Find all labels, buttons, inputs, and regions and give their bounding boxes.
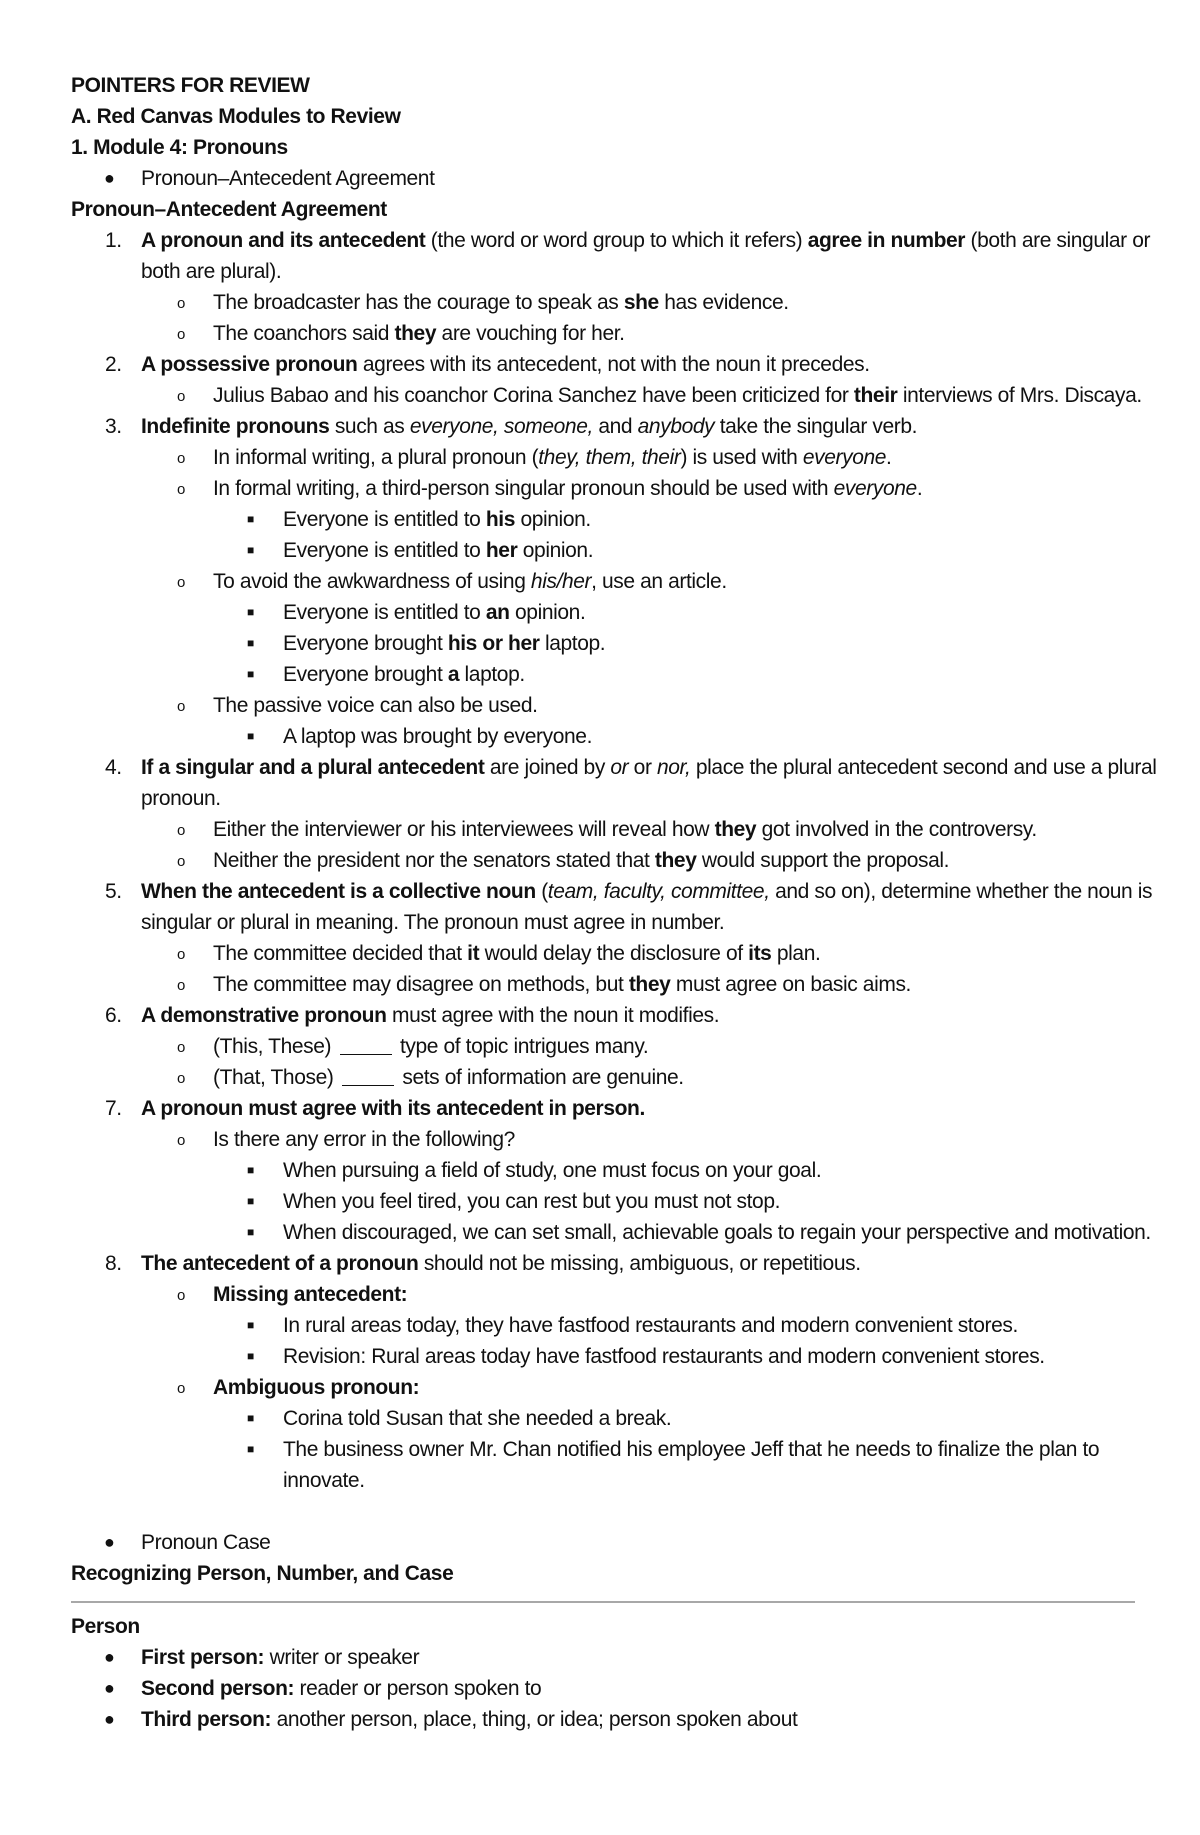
circle-bullet-icon: o bbox=[177, 388, 185, 405]
person-item bbox=[71, 1642, 1141, 1673]
example-text: got involved in the controversy. bbox=[756, 818, 1037, 841]
rule-italic: team, faculty, committee, bbox=[547, 880, 770, 903]
example-bold: his or her bbox=[447, 632, 540, 655]
example-text: Everyone is entitled to bbox=[283, 601, 486, 624]
rule-item bbox=[71, 752, 1157, 783]
rule-continuation: both are plural). bbox=[141, 260, 282, 283]
sub-text: . bbox=[886, 446, 892, 469]
example-text: When you feel tired, you can rest but you must not stop. bbox=[283, 1190, 781, 1213]
rule-item bbox=[71, 1000, 1141, 1031]
bullet-icon: ● bbox=[104, 1709, 115, 1729]
square-bullet-icon: ■ bbox=[247, 1318, 254, 1332]
example-item bbox=[71, 287, 1141, 318]
module-heading: 1. Module 4: Pronouns bbox=[71, 136, 288, 159]
person-item bbox=[71, 1673, 1141, 1704]
example-text: (This, These) bbox=[213, 1035, 337, 1058]
example-text: has evidence. bbox=[658, 291, 789, 314]
rule-text: (the word or word group to which it refers) bbox=[425, 229, 808, 252]
rule-bold: agree in number bbox=[807, 229, 966, 252]
example-text: Either the interviewer or his interviewees will reveal how bbox=[213, 818, 715, 841]
rule-text: and so on), determine whether the noun is bbox=[769, 880, 1153, 903]
rule-number: 4. bbox=[105, 756, 122, 779]
example-text: Everyone is entitled to bbox=[283, 508, 486, 531]
example-item bbox=[71, 1341, 1141, 1372]
example-item bbox=[71, 969, 1141, 1000]
example-bold: they bbox=[628, 973, 671, 996]
rule-number: 7. bbox=[105, 1097, 122, 1120]
circle-bullet-icon: o bbox=[177, 698, 185, 715]
rule-number: 3. bbox=[105, 415, 122, 438]
square-bullet-icon: ■ bbox=[247, 636, 254, 650]
sub-heading-text: Ambiguous pronoun: bbox=[213, 1376, 420, 1399]
rule-lead: If a singular and a plural antecedent bbox=[141, 756, 485, 779]
sub-point bbox=[71, 1279, 1141, 1310]
example-text: Everyone brought bbox=[283, 632, 448, 655]
example-text: would delay the disclosure of bbox=[479, 942, 749, 965]
rule-lead: A pronoun and its antecedent bbox=[141, 229, 426, 252]
square-bullet-icon: ■ bbox=[247, 1194, 254, 1208]
sub-italic: everyone bbox=[802, 446, 887, 469]
rule-text: must agree with the noun it modifies. bbox=[386, 1004, 720, 1027]
bullet-icon: ● bbox=[104, 168, 115, 188]
topic-bullet bbox=[71, 163, 1141, 194]
rule-lead: Indefinite pronouns bbox=[141, 415, 330, 438]
rule-text: are joined by bbox=[484, 756, 611, 779]
example-bold: they bbox=[394, 322, 437, 345]
sub-heading-text: Missing antecedent: bbox=[213, 1283, 408, 1306]
square-bullet-icon: ■ bbox=[247, 1442, 254, 1456]
example-text: interviews of Mrs. Discaya. bbox=[897, 384, 1142, 407]
rule-italic: or bbox=[610, 756, 629, 779]
square-bullet-icon: ■ bbox=[247, 1163, 254, 1177]
rule-text: such as bbox=[329, 415, 410, 438]
example-item bbox=[71, 1310, 1141, 1341]
example-text: Julius Babao and his coanchor Corina Sanchez have been criticized for bbox=[213, 384, 854, 407]
example-item bbox=[71, 1217, 1151, 1248]
circle-bullet-icon: o bbox=[177, 1380, 185, 1397]
rule-item bbox=[71, 1093, 1141, 1124]
example-item bbox=[71, 628, 1141, 659]
circle-bullet-icon: o bbox=[177, 853, 185, 870]
example-bold: it bbox=[467, 942, 480, 965]
example-item bbox=[71, 597, 1141, 628]
person-label: First person: bbox=[141, 1646, 265, 1669]
example-text: sets of information are genuine. bbox=[396, 1066, 684, 1089]
document-page bbox=[71, 70, 1157, 1735]
example-text: Revision: Rural areas today have fastfood restaurants and modern convenient stores. bbox=[283, 1345, 1045, 1368]
sub-italic: everyone bbox=[833, 477, 917, 500]
subheading: Pronoun–Antecedent Agreement bbox=[71, 198, 387, 221]
subheading: Recognizing Person, Number, and Case bbox=[71, 1562, 454, 1585]
example-text: In rural areas today, they have fastfood restaurants and modern convenient stores. bbox=[283, 1314, 1018, 1337]
example-text: would support the proposal. bbox=[696, 849, 950, 872]
rule-item bbox=[71, 1248, 1141, 1279]
example-text: are vouching for her. bbox=[436, 322, 625, 345]
example-continuation: innovate. bbox=[283, 1469, 365, 1492]
example-text: (That, Those) bbox=[213, 1066, 339, 1089]
circle-bullet-icon: o bbox=[177, 1287, 185, 1304]
example-item bbox=[71, 1434, 1141, 1465]
rule-number: 6. bbox=[105, 1004, 122, 1027]
rule-item bbox=[71, 225, 1151, 256]
topic-label: Pronoun–Antecedent Agreement bbox=[141, 167, 435, 190]
example-text: type of topic intrigues many. bbox=[394, 1035, 649, 1058]
rule-text: place the plural antecedent second and use a plural bbox=[690, 756, 1157, 779]
fill-in-blank bbox=[342, 1067, 394, 1086]
example-text: opinion. bbox=[515, 508, 591, 531]
example-bold: they bbox=[714, 818, 757, 841]
circle-bullet-icon: o bbox=[177, 481, 185, 498]
square-bullet-icon: ■ bbox=[247, 605, 254, 619]
rule-lead: A demonstrative pronoun bbox=[141, 1004, 387, 1027]
example-text: The committee may disagree on methods, but bbox=[213, 973, 629, 996]
sub-point bbox=[71, 442, 1141, 473]
example-item bbox=[71, 721, 1141, 752]
sub-text: In formal writing, a third-person singular pronoun should be used with bbox=[213, 477, 834, 500]
rule-number: 8. bbox=[105, 1252, 122, 1275]
example-text: When pursuing a field of study, one must focus on your goal. bbox=[283, 1159, 822, 1182]
bullet-icon: ● bbox=[104, 1647, 115, 1667]
horizontal-divider bbox=[71, 1601, 1135, 1603]
example-item bbox=[71, 318, 1141, 349]
sub-text: In informal writing, a plural pronoun ( bbox=[213, 446, 539, 469]
rule-text: and bbox=[592, 415, 638, 438]
example-bold: their bbox=[853, 384, 898, 407]
example-text: must agree on basic aims. bbox=[670, 973, 911, 996]
circle-bullet-icon: o bbox=[177, 450, 185, 467]
person-item bbox=[71, 1704, 1141, 1735]
example-bold: its bbox=[748, 942, 772, 965]
person-heading: Person bbox=[71, 1615, 140, 1638]
example-item bbox=[71, 380, 1141, 411]
fill-in-blank bbox=[340, 1036, 392, 1055]
example-item bbox=[71, 659, 1141, 690]
square-bullet-icon: ■ bbox=[247, 1411, 254, 1425]
rule-item bbox=[71, 876, 1153, 907]
bullet-icon: ● bbox=[104, 1678, 115, 1698]
example-bold: a bbox=[447, 663, 460, 686]
rule-italic: nor, bbox=[657, 756, 691, 779]
rule-text: should not be missing, ambiguous, or repetitious. bbox=[418, 1252, 861, 1275]
circle-bullet-icon: o bbox=[177, 1039, 185, 1056]
person-label: Third person: bbox=[141, 1708, 272, 1731]
example-bold: his bbox=[485, 508, 516, 531]
person-text: another person, place, thing, or idea; person spoken about bbox=[271, 1708, 798, 1731]
square-bullet-icon: ■ bbox=[247, 1225, 254, 1239]
circle-bullet-icon: o bbox=[177, 1132, 185, 1149]
rule-item bbox=[71, 349, 1141, 380]
example-text: Corina told Susan that she needed a break. bbox=[283, 1407, 672, 1430]
sub-point bbox=[71, 1124, 1141, 1155]
example-item bbox=[71, 1403, 1141, 1434]
example-text: Neither the president nor the senators stated that bbox=[213, 849, 655, 872]
sub-point bbox=[71, 566, 1141, 597]
example-text: plan. bbox=[771, 942, 821, 965]
circle-bullet-icon: o bbox=[177, 946, 185, 963]
document-title: POINTERS FOR REVIEW bbox=[71, 74, 310, 97]
sub-point bbox=[71, 690, 1141, 721]
rule-lead: The antecedent of a pronoun bbox=[141, 1252, 419, 1275]
circle-bullet-icon: o bbox=[177, 574, 185, 591]
example-item bbox=[71, 1031, 1141, 1062]
example-text: The committee decided that bbox=[213, 942, 468, 965]
example-text: opinion. bbox=[509, 601, 586, 624]
person-text: reader or person spoken to bbox=[294, 1677, 542, 1700]
sub-italic: his/her bbox=[530, 570, 592, 593]
circle-bullet-icon: o bbox=[177, 326, 185, 343]
sub-text: ) is used with bbox=[680, 446, 803, 469]
sub-point bbox=[71, 473, 1141, 504]
example-bold: her bbox=[485, 539, 518, 562]
topic-bullet bbox=[71, 1527, 1141, 1558]
rule-continuation: pronoun. bbox=[141, 787, 221, 810]
rule-italic: anybody bbox=[637, 415, 715, 438]
circle-bullet-icon: o bbox=[177, 1070, 185, 1087]
example-text: The business owner Mr. Chan notified his employee Jeff that he needs to finalize the plan to bbox=[283, 1438, 1100, 1461]
rule-text: take the singular verb. bbox=[714, 415, 918, 438]
example-text: laptop. bbox=[539, 632, 606, 655]
example-text: A laptop was brought by everyone. bbox=[283, 725, 593, 748]
example-text: The broadcaster has the courage to speak as bbox=[213, 291, 624, 314]
rule-lead: When the antecedent is a collective noun bbox=[141, 880, 536, 903]
sub-point bbox=[71, 1372, 1141, 1403]
rule-number: 1. bbox=[105, 229, 122, 252]
rule-text: ( bbox=[535, 880, 548, 903]
sub-italic: they, them, their bbox=[538, 446, 681, 469]
example-item bbox=[71, 504, 1141, 535]
sub-text: . bbox=[916, 477, 923, 500]
section-heading: A. Red Canvas Modules to Review bbox=[71, 105, 401, 128]
example-text: Everyone brought bbox=[283, 663, 448, 686]
example-item bbox=[71, 938, 1141, 969]
square-bullet-icon: ■ bbox=[247, 1349, 254, 1363]
circle-bullet-icon: o bbox=[177, 295, 185, 312]
rule-item bbox=[71, 411, 1141, 442]
sub-text: , use an article. bbox=[591, 570, 727, 593]
sub-text: The passive voice can also be used. bbox=[213, 694, 538, 717]
rule-number: 2. bbox=[105, 353, 122, 376]
rule-italic: everyone, someone, bbox=[409, 415, 593, 438]
example-text: laptop. bbox=[459, 663, 525, 686]
rule-text: or bbox=[628, 756, 657, 779]
example-text: The coanchors said bbox=[213, 322, 395, 345]
square-bullet-icon: ■ bbox=[247, 667, 254, 681]
example-item bbox=[71, 814, 1141, 845]
example-text: Everyone is entitled to bbox=[283, 539, 486, 562]
example-text: When discouraged, we can set small, achievable goals to regain your perspective and motivation. bbox=[283, 1221, 1151, 1244]
circle-bullet-icon: o bbox=[177, 822, 185, 839]
example-bold: she bbox=[623, 291, 659, 314]
example-bold: an bbox=[485, 601, 510, 624]
sub-text: To avoid the awkwardness of using bbox=[213, 570, 531, 593]
rule-number: 5. bbox=[105, 880, 122, 903]
person-label: Second person: bbox=[141, 1677, 295, 1700]
example-item bbox=[71, 1186, 1141, 1217]
example-bold: they bbox=[654, 849, 697, 872]
topic-label: Pronoun Case bbox=[141, 1531, 271, 1554]
person-text: writer or speaker bbox=[264, 1646, 420, 1669]
example-item bbox=[71, 535, 1141, 566]
rule-continuation: singular or plural in meaning. The pronoun must agree in number. bbox=[141, 911, 725, 934]
example-item bbox=[71, 845, 1141, 876]
circle-bullet-icon: o bbox=[177, 977, 185, 994]
rule-lead: A possessive pronoun bbox=[141, 353, 358, 376]
rule-text: agrees with its antecedent, not with the noun it precedes. bbox=[357, 353, 870, 376]
sub-text: Is there any error in the following? bbox=[213, 1128, 515, 1151]
rule-lead: A pronoun must agree with its antecedent in person. bbox=[141, 1097, 645, 1120]
square-bullet-icon: ■ bbox=[247, 729, 254, 743]
spacer bbox=[71, 1496, 1141, 1527]
rule-text: (both are singular or bbox=[965, 229, 1151, 252]
bullet-icon: ● bbox=[104, 1532, 115, 1552]
example-text: opinion. bbox=[517, 539, 594, 562]
square-bullet-icon: ■ bbox=[247, 512, 254, 526]
example-item bbox=[71, 1155, 1141, 1186]
square-bullet-icon: ■ bbox=[247, 543, 254, 557]
example-item bbox=[71, 1062, 1141, 1093]
